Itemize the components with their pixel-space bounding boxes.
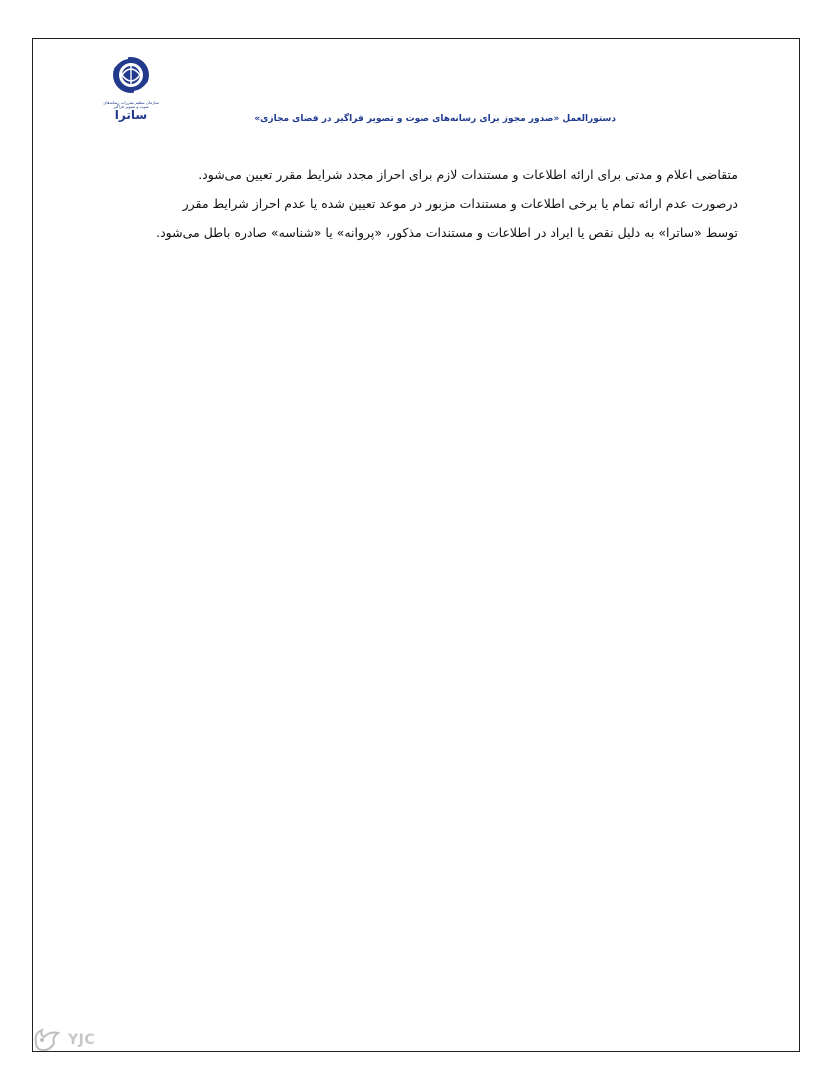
document-heading: دستورالعمل «صدور مجوز برای رسانه‌های صوت و تصویر فراگیر در فضای مجازی» <box>254 114 616 124</box>
watermark-text: YJC <box>68 1032 96 1048</box>
body-line: متقاضی اعلام و مدتی برای ارائه اطلاعات و مستندات لازم برای احراز مجدد شرایط مقرر تعیین می‌شود. <box>198 167 738 182</box>
yjc-watermark <box>30 1020 95 1060</box>
satra-globe-icon <box>100 55 162 101</box>
logo-name: ساترا <box>114 108 148 122</box>
body-line: درصورت عدم ارائه تمام یا برخی اطلاعات و مستندات مزبور در موعد تعیین شده یا عدم احراز شرایط مقرر <box>182 196 738 211</box>
document-body <box>90 160 738 247</box>
satra-logo <box>100 55 162 125</box>
yjc-bird-icon <box>30 1025 64 1055</box>
logo-org-line: سازمان تنظیم مقررات رسانه‌های صوت و تصویر فراگیر <box>103 100 159 109</box>
body-line: توسط «ساترا» به دلیل نقص یا ایراد در اطلاعات و مستندات مذکور، «پروانه» یا «شناسه» صادره باطل می‌شود. <box>156 225 738 240</box>
